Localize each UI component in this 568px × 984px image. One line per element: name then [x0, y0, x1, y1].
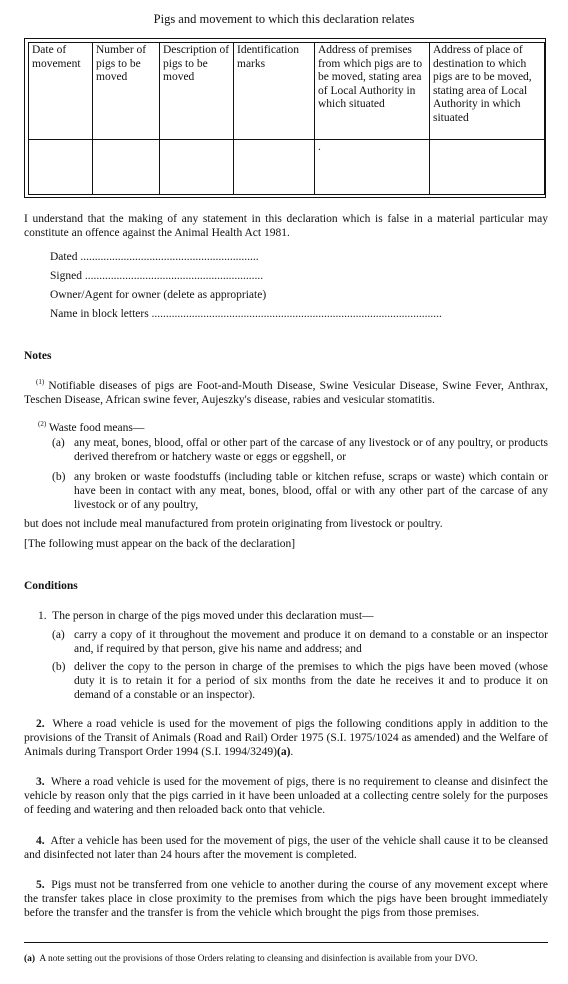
- note-1-text: Notifiable diseases of pigs are Foot-and-Mouth Disease, Swine Vesicular Disease, Swine Fever, Anthrax, Teschen Disease, African swine fever, Aujeszky's disease, rabies and vesicular stomatitis.: [24, 379, 549, 407]
- condition-3-number: 3.: [36, 776, 45, 788]
- note-2: [38, 417, 144, 435]
- cell-identification-marks[interactable]: [234, 140, 315, 195]
- condition-1-item-a: [52, 628, 548, 658]
- condition-3-text: Where a road vehicle is used for the movement of pigs, there is no requirement to cleanse and disinfect the vehicle by reason only that the pigs carried in it have been unloaded at a collecting centre solely for the purposes of feeding and watering and then reloaded back onto that vehicle.: [24, 776, 548, 817]
- condition-4: [24, 834, 548, 862]
- condition-1-item-b: [52, 660, 548, 704]
- name-block-letters-field[interactable]: Name in block letters .....................................................................................................: [50, 308, 442, 320]
- condition-1-text: The person in charge of the pigs moved under this declaration must—: [52, 610, 374, 622]
- cell-address-destination[interactable]: [430, 140, 545, 195]
- note-2-marker: (2): [38, 420, 47, 428]
- condition-2-footnote-ref: (a): [277, 746, 291, 759]
- note-1: [24, 375, 548, 407]
- condition-3: [24, 775, 548, 818]
- condition-1: [38, 609, 374, 623]
- note-2-item-a: [52, 436, 548, 466]
- item-b-text: any broken or waste foodstuffs (including table or kitchen refuse, scraps or waste) which contain or have been in contact with any meat, bones, blood, offal or with any other part of the carcase of any livestock or of any poultry,: [74, 471, 548, 511]
- header-description: Description of pigs to be moved: [160, 43, 234, 140]
- dated-field[interactable]: Dated ..............................................................: [50, 251, 259, 263]
- header-address-destination: Address of place of destination to which pigs are to be moved, stating area of Local Authority in which situated: [430, 43, 545, 140]
- notes-heading: Notes: [24, 350, 52, 362]
- condition-4-number: 4.: [36, 835, 45, 847]
- movement-table-frame: [24, 38, 546, 198]
- header-date-of-movement: Date of movement: [29, 43, 93, 140]
- declaration-statement: I understand that the making of any statement in this declaration which is false in a material particular may constitute an offence against the Animal Health Act 1981.: [24, 213, 548, 240]
- condition-5-text: Pigs must not be transferred from one vehicle to another during the course of any movement except where the transfer takes place in close proximity to the premises from which the pigs have been brought immediately before the transfer and the transfer is from the vehicle which brought the pigs from those premises.: [24, 879, 548, 920]
- header-number-of-pigs: Number of pigs to be moved: [93, 43, 160, 140]
- item-b-label: (b): [52, 471, 66, 483]
- note-2-item-b: [52, 470, 548, 514]
- header-identification-marks: Identification marks: [234, 43, 315, 140]
- condition-2-end: .: [290, 746, 294, 759]
- header-address-from: Address of premises from which pigs are to be moved, stating area of Local Authority in which situated: [315, 43, 430, 140]
- condition-1-number: 1.: [38, 610, 47, 622]
- footnote-label: (a): [24, 954, 36, 964]
- condition-2-text: Where a road vehicle is used for the movement of pigs the following conditions apply in addition to the provisions of the Transit of Animals (Road and Rail) Order 1975 (S.I. 1975/1024 as amended) and the Welfare of Animals during Transport Order 1994 (S.I. 1994/3249): [24, 718, 549, 759]
- note-1-marker: (1): [36, 378, 45, 386]
- notes-exclusion: but does not include meal manufactured from protein originating from livestock or poultry.: [24, 518, 443, 530]
- cell-number-of-pigs[interactable]: [93, 140, 160, 195]
- footnote: [24, 954, 478, 964]
- cell-address-from[interactable]: .: [315, 140, 430, 195]
- footnote-text: A note setting out the provisions of those Orders relating to cleansing and disinfection is available from your DVO.: [39, 954, 478, 964]
- note-2-text: Waste food means—: [48, 421, 145, 434]
- back-of-declaration-notice: [The following must appear on the back of the declaration]: [24, 538, 296, 550]
- condition-1a-text: carry a copy of it throughout the movement and produce it on demand to a constable or an inspector and, if required by that person, give his name and address; and: [74, 629, 548, 655]
- table-title: Pigs and movement to which this declaration relates: [153, 12, 415, 26]
- condition-1a-label: (a): [52, 629, 65, 641]
- condition-5-number: 5.: [36, 879, 45, 891]
- item-a-text: any meat, bones, blood, offal or other part of the carcase of any livestock or of any poultry, or products derived therefrom or hatchery waste or eggs or eggshell, or: [74, 437, 548, 463]
- condition-5: [24, 878, 548, 921]
- condition-2-number: 2.: [36, 718, 45, 730]
- cell-date-of-movement[interactable]: [29, 140, 93, 195]
- owner-agent-line: Owner/Agent for owner (delete as appropriate): [50, 289, 267, 301]
- conditions-heading: Conditions: [24, 580, 78, 592]
- condition-1b-text: deliver the copy to the person in charge of the premises to which the pigs have been moved (whose duty it is to retain it for a period of six months from the date he receives it and to produce it on demand of a constable or an inspector).: [74, 661, 548, 701]
- condition-2: [24, 717, 548, 760]
- signed-field[interactable]: Signed ..............................................................: [50, 270, 264, 282]
- movement-table: [28, 42, 545, 195]
- cell-description[interactable]: [160, 140, 234, 195]
- footnote-divider: [24, 942, 548, 943]
- item-a-label: (a): [52, 437, 65, 449]
- condition-4-text: After a vehicle has been used for the movement of pigs, the user of the vehicle shall cause it to be cleansed and disinfected not later than 24 hours after the movement is completed.: [24, 835, 548, 862]
- condition-1b-label: (b): [52, 661, 66, 673]
